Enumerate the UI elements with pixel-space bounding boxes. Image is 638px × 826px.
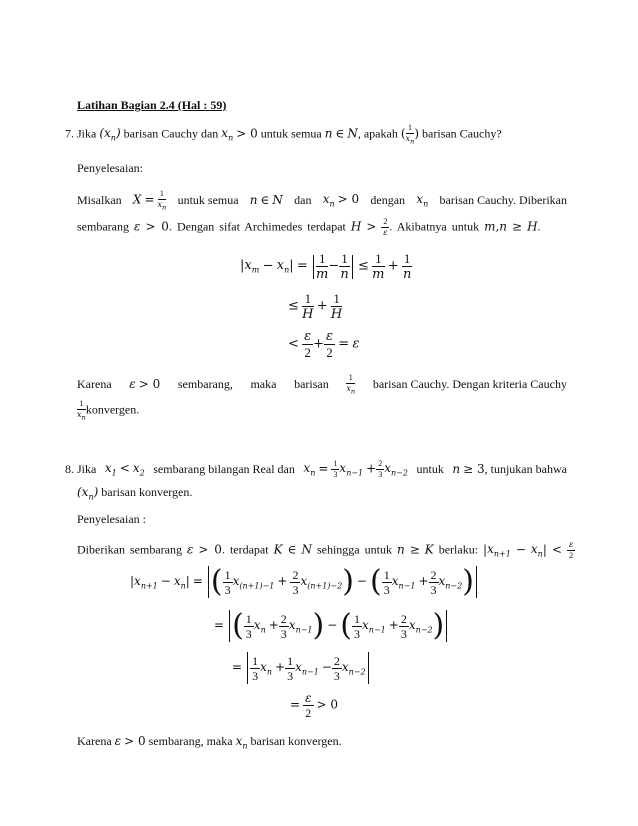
problem-7-penyelesaian: Penyelesaian: — [77, 161, 143, 175]
problem-7-eq-line1: $|x_m - x_n|$ = $\frac{1}{m}$ − $\frac{1}{n}$ ≤ $\frac{1}{m}$ + $\frac{1}{n}$ — [240, 251, 412, 282]
problem-8-eq-line1: $|x_{n+1} - x_n|$ = ( $\frac{1}{3}$ $x_{(n+1)-1}$ + $\frac{2}{3}$ $x_{(n+1)-2}$) − ( $\frac{1}{3}$ $x_{n-1}$ + $\frac{2}{3}$ $x_{n-2}$) — [130, 566, 479, 598]
problem-8-question: 8. Jika $x_1 < x_2$ sembarang bilangan Real dan $x_n$ = $\frac{1}{3}$ $x_{n-1}$ + $\frac{2}{3}$ $x_{n-2}$ untuk n ≥ 3, tunjukan bahwa — [65, 459, 567, 479]
problem-8-eq-line2: = ( $\frac{1}{3}$ $x_n$ + $\frac{2}{3}$ $x_{n-1}$) − ( $\frac{1}{3}$ $x_{n-1}$ + $\frac{2}{3}$ $x_{n-2}$) — [214, 610, 449, 642]
problem-7-line-sembarang: sembarang ε > 0. Dengan sifat Archimedes terdapat H > $\frac{2}{\varepsilon}$ . Akibatnya untuk m,n ≥ H. — [77, 217, 541, 237]
problem-8-line-karena: Karena ε > 0 sembarang, maka $x_n$ barisan konvergen. — [77, 734, 342, 751]
section-heading: Latihan Bagian 2.4 (Hal : 59) — [77, 98, 227, 112]
problem-7-eq-line2: ≤ $\frac{1}{H}$ + $\frac{1}{H}$ — [288, 291, 343, 322]
problem-7-line-konvergen: $\frac{1}{x_n}$ konvergen. — [77, 399, 140, 422]
problem-8-question-cont: $(x_n)$ barisan konvergen. — [77, 485, 193, 502]
problem-8-eq-line3: = $\frac{1}{3}$ $x_n$ + $\frac{1}{3}$ $x_{n-1}$ − $\frac{2}{3}$ $x_{n-2}$ — [232, 652, 371, 684]
problem-7-question: 7. Jika $(x_n)$ barisan Cauchy dan $x_n > 0$ untuk semua n ∈ N, apakah ( $\frac{1}{x_n}$ ) barisan Cauchy? — [65, 123, 502, 146]
problem-7-line-misalkan: Misalkan X = $\frac{1}{x_n}$ untuk semua n ∈ N dan $x_n > 0$ dengan $x_n$ barisan Cauchy. Diberikan — [77, 189, 567, 212]
problem-8-line-diberikan: Diberikan sembarang ε > 0. terdapat K ∈ N sehingga untuk n ≥ K berlaku: $|x_{n+1} - x_n|$ < $\frac{\varepsilon}{2}$ — [77, 540, 574, 560]
problem-7-eq-line3: < $\frac{\varepsilon}{2}$ + $\frac{\varepsilon}{2}$ = ε — [288, 329, 360, 360]
problem-8-penyelesaian: Penyelesaian : — [77, 512, 146, 526]
problem-7-line-karena: Karena ε > 0 sembarang, maka barisan $\frac{1}{x_n}$ barisan Cauchy. Dengan kriteria Cauchy — [77, 373, 567, 396]
problem-8-eq-line4: = $\frac{\varepsilon}{2}$ > 0 — [290, 691, 339, 720]
